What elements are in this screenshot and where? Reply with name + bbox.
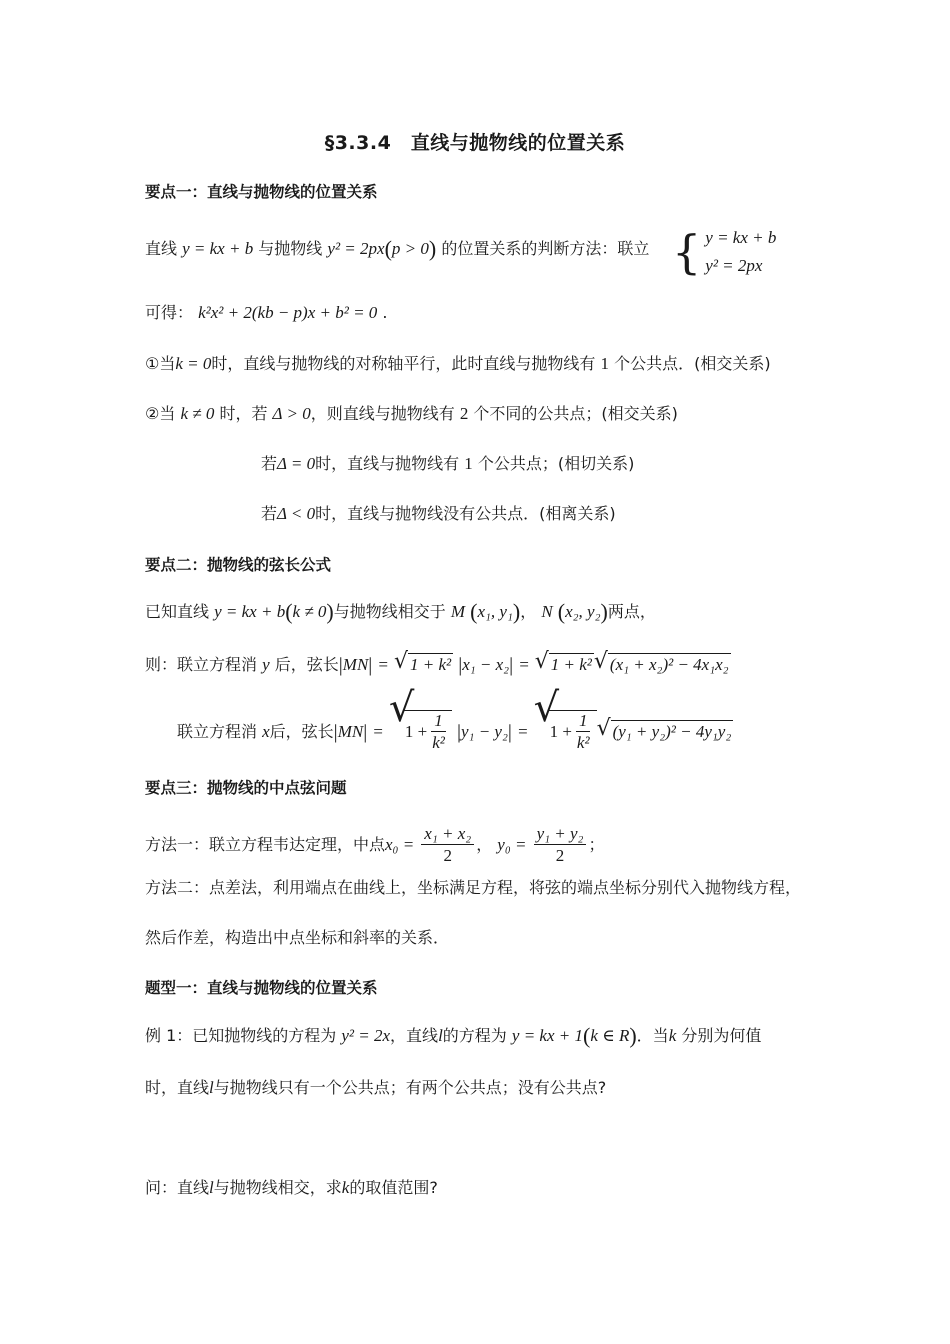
text: . bbox=[382, 303, 388, 322]
text: 与抛物线相交于 bbox=[333, 602, 446, 621]
text: 1 + bbox=[404, 722, 428, 741]
text: ②当 bbox=[145, 404, 176, 423]
numerator: 1 bbox=[576, 711, 591, 732]
parabola-equation: y² = 2x bbox=[341, 1026, 391, 1045]
text: 联立方程消 bbox=[177, 722, 258, 741]
radicand: 1 + k² bbox=[409, 655, 452, 674]
sqrt-term bbox=[394, 653, 453, 677]
case-1 bbox=[145, 352, 771, 376]
section-heading-4: 题型一：直线与抛物线的位置关系 bbox=[145, 979, 378, 997]
text: 两点， bbox=[607, 602, 656, 621]
condition: p > 0 bbox=[391, 239, 429, 258]
denominator: 2 bbox=[443, 846, 452, 865]
chord-mn: MN bbox=[342, 655, 369, 674]
abs-bar: | bbox=[363, 721, 368, 743]
text: 个公共点；(相切关系) bbox=[477, 454, 635, 473]
variable: x bbox=[262, 722, 270, 741]
text: 时，直线与抛物线有 bbox=[315, 454, 460, 473]
number: 1 bbox=[464, 454, 473, 473]
text: ，直线 bbox=[390, 1026, 439, 1045]
discriminant: Δ < 0 bbox=[277, 504, 316, 523]
paren: ) bbox=[326, 599, 334, 624]
point-n: N bbox=[541, 602, 553, 621]
paren: ( bbox=[583, 1023, 591, 1048]
text: ．当 bbox=[636, 1026, 669, 1045]
section-heading-3: 要点三：抛物线的中点弦问题 bbox=[145, 779, 347, 797]
discriminant: Δ > 0 bbox=[272, 404, 311, 423]
y0-label: y₀ = bbox=[497, 835, 527, 854]
text: 可得： bbox=[145, 303, 194, 322]
text: 后，弦长 bbox=[274, 655, 339, 674]
section-heading-1: 要点一：直线与抛物线的位置关系 bbox=[145, 183, 378, 201]
text: ； bbox=[588, 835, 605, 854]
condition: k ∈ R bbox=[590, 1026, 630, 1045]
point-m-coords: x₁, y₁ bbox=[477, 602, 513, 621]
line-l: l bbox=[438, 1026, 443, 1045]
sqrt-term bbox=[535, 653, 594, 677]
equals: = bbox=[377, 655, 389, 674]
parabola-equation: y² = 2px bbox=[327, 239, 385, 258]
page-title: §3.3.4 直线与抛物线的位置关系 bbox=[324, 132, 626, 154]
condition: k ≠ 0 bbox=[180, 404, 215, 423]
text: 则：联立方程消 bbox=[145, 655, 258, 674]
paren: ) bbox=[428, 236, 437, 261]
difference: y₁ − y₂ bbox=[460, 722, 508, 741]
abs-bar: | bbox=[458, 654, 463, 676]
text: ， bbox=[520, 602, 537, 621]
text: 例 1：已知抛物线的方程为 bbox=[145, 1026, 337, 1045]
text: 直线 bbox=[145, 239, 178, 258]
text: 的方程为 bbox=[442, 1026, 507, 1045]
paren: ( bbox=[557, 599, 566, 624]
denominator: 2 bbox=[555, 846, 565, 865]
text: 已知直线 bbox=[145, 602, 210, 621]
line-l: l bbox=[209, 1078, 214, 1097]
text: 个不同的公共点；(相交关系) bbox=[473, 404, 678, 423]
system-row-1: y = kx + b bbox=[705, 228, 777, 247]
number: 2 bbox=[459, 404, 469, 423]
midpoint-method-2-cont: 然后作差，构造出中点坐标和斜率的关系． bbox=[145, 928, 450, 947]
abs-bar: | bbox=[509, 654, 514, 676]
x0-label: x₀ = bbox=[385, 835, 415, 854]
paren: ( bbox=[384, 236, 392, 261]
radicand: (y₁ + y₂)² − 4y₁y₂ bbox=[612, 722, 732, 741]
text: 与抛物线相交，求 bbox=[213, 1178, 342, 1197]
question bbox=[145, 1176, 438, 1200]
numerator: x₁ + x₂ bbox=[421, 824, 474, 845]
fraction bbox=[574, 711, 593, 754]
text: 时，若 bbox=[219, 404, 268, 423]
text: ， bbox=[476, 835, 493, 854]
text: 若 bbox=[261, 454, 278, 473]
line-equation: y = kx + 1 bbox=[511, 1026, 583, 1045]
paren: ) bbox=[629, 1023, 637, 1048]
paren: ) bbox=[512, 599, 521, 624]
text: ①当 bbox=[145, 354, 176, 373]
equals: = bbox=[516, 722, 529, 741]
abs-bar: | bbox=[338, 654, 343, 676]
text: 分别为何值 bbox=[681, 1026, 762, 1045]
method-paragraph bbox=[145, 237, 649, 261]
system-row-2: y² = 2px bbox=[705, 256, 763, 275]
discriminant: Δ = 0 bbox=[277, 454, 316, 473]
abs-bar: | bbox=[456, 721, 461, 743]
text: 时，直线 bbox=[145, 1078, 210, 1097]
line-equation: y = kx + b bbox=[214, 602, 286, 621]
sqrt-term bbox=[534, 710, 597, 754]
text: 若 bbox=[261, 504, 278, 523]
equals: = bbox=[518, 655, 530, 674]
line-equation: y = kx + b bbox=[182, 239, 254, 258]
example-1-cont bbox=[145, 1076, 606, 1100]
radicand bbox=[548, 710, 597, 754]
case-2 bbox=[145, 402, 678, 426]
text: 时，直线与抛物线的对称轴平行，此时直线与抛物线有 bbox=[211, 354, 596, 373]
point-m: M bbox=[450, 602, 466, 621]
case-2-separate bbox=[261, 502, 616, 526]
sqrt-term bbox=[597, 720, 734, 744]
numerator: 1 bbox=[431, 711, 446, 732]
sqrt-term bbox=[389, 710, 452, 754]
abs-bar: | bbox=[507, 721, 512, 743]
paren: ( bbox=[285, 599, 293, 624]
quadratic-equation: k²x² + 2(kb − p)x + b² = 0 bbox=[198, 303, 378, 322]
text: 个公共点．(相交关系) bbox=[614, 354, 771, 373]
denominator: k² bbox=[432, 733, 445, 752]
chord-length-y bbox=[145, 653, 731, 677]
text: 的取值范围? bbox=[349, 1178, 438, 1197]
paren: ( bbox=[470, 599, 478, 624]
paren: ) bbox=[600, 599, 608, 624]
number: 1 bbox=[600, 354, 609, 373]
text: 时，直线与抛物线没有公共点．(相离关系) bbox=[315, 504, 616, 523]
midpoint-method-2: 方法二：点差法，利用端点在曲线上，坐标满足方程，将弦的端点坐标分别代入抛物线方程， bbox=[145, 878, 802, 897]
radicand bbox=[403, 710, 452, 754]
denominator: k² bbox=[576, 733, 590, 752]
point-n-coords: x₂, y₂ bbox=[565, 602, 601, 621]
text: 的位置关系的判断方法：联立 bbox=[441, 239, 650, 258]
variable-k: k bbox=[668, 1026, 677, 1045]
example-1 bbox=[145, 1024, 761, 1048]
chord-length-x bbox=[177, 710, 733, 754]
condition: k = 0 bbox=[175, 354, 212, 373]
text: 问：直线 bbox=[145, 1178, 210, 1197]
text: 方法一：联立方程韦达定理，中点 bbox=[145, 835, 386, 854]
text: ，则直线与抛物线有 bbox=[310, 404, 455, 423]
case-2-tangent bbox=[261, 452, 634, 476]
text: 1 + bbox=[549, 722, 572, 741]
variable: y bbox=[262, 655, 270, 674]
difference: x₁ − x₂ bbox=[462, 655, 510, 674]
midpoint-method-1 bbox=[145, 824, 604, 867]
abs-bar: | bbox=[368, 654, 373, 676]
fraction bbox=[429, 711, 448, 754]
condition: k ≠ 0 bbox=[292, 602, 327, 621]
section-heading-2: 要点二：抛物线的弦长公式 bbox=[145, 556, 332, 574]
brace-icon: { bbox=[672, 225, 702, 279]
text: 后，弦长 bbox=[269, 722, 334, 741]
chord-intro bbox=[145, 600, 656, 624]
sqrt-term bbox=[594, 653, 731, 677]
line-l: l bbox=[209, 1178, 214, 1197]
abs-bar: | bbox=[333, 721, 338, 743]
fraction bbox=[421, 824, 474, 867]
variable-k: k bbox=[341, 1178, 350, 1197]
equation-system bbox=[672, 224, 776, 280]
text: 与抛物线 bbox=[258, 239, 323, 258]
radicand: 1 + k² bbox=[550, 655, 592, 674]
text: 与抛物线只有一个公共点；有两个公共点；没有公共点? bbox=[213, 1078, 607, 1097]
resulting-equation bbox=[145, 301, 387, 325]
radicand: (x₁ + x₂)² − 4x₁x₂ bbox=[609, 655, 729, 674]
equals: = bbox=[372, 722, 384, 741]
fraction bbox=[534, 824, 587, 867]
numerator: y₁ + y₂ bbox=[534, 824, 587, 845]
chord-mn: MN bbox=[337, 722, 364, 741]
